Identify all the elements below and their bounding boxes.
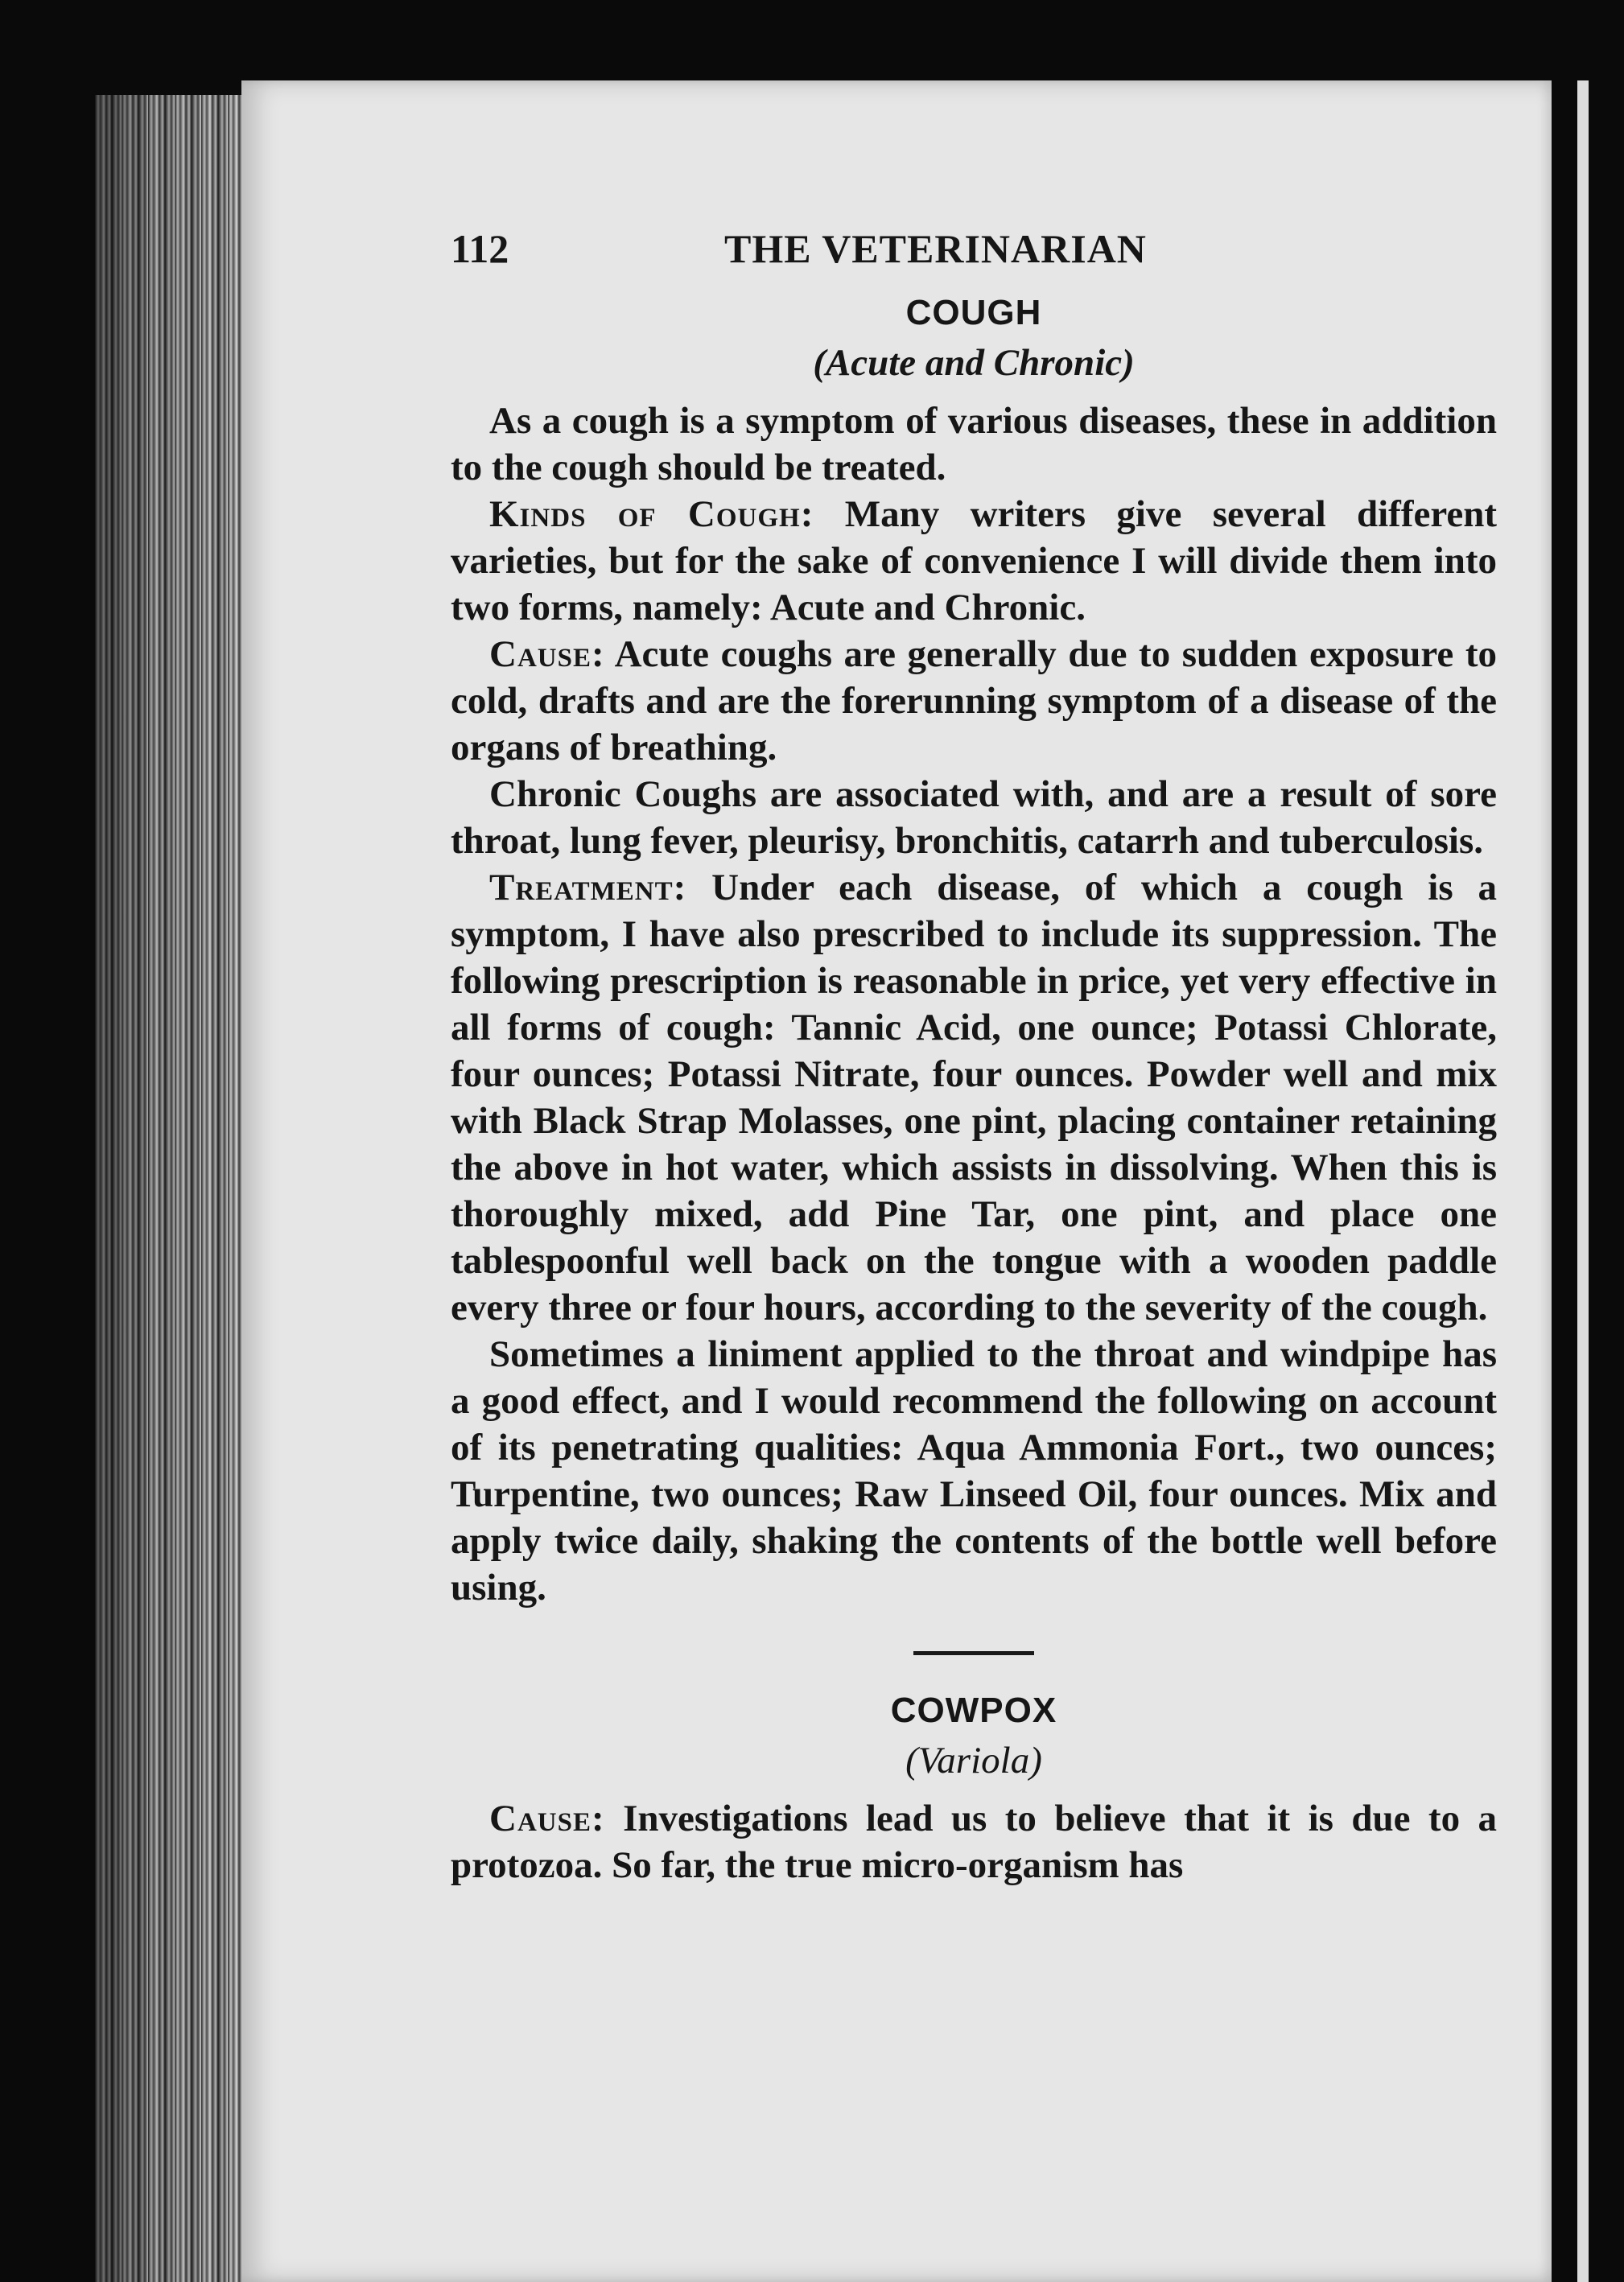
chronic-text: Chronic Coughs are associated with, and are a result of sore throat, lung fever, pleurisy, bronchitis, catarrh and tuberculosis.: [451, 773, 1497, 862]
cowpox-subtitle: (Variola): [905, 1740, 1042, 1782]
treatment-lead: Treatment:: [489, 867, 687, 908]
cowpox-title: COWPOX: [890, 1691, 1057, 1730]
cough-intro-text: As a cough is a symptom of various diseases, these in addition to the cough should be treated.: [451, 400, 1497, 488]
section-divider: [913, 1651, 1034, 1655]
cause-paragraph: [451, 631, 1497, 771]
treatment-text: Under each disease, of which a cough is a symptom, I have also prescribed to include its suppression. The following prescription is reasonable in price, yet very effective in all forms of cough: Tannic Acid, one ounce; Potassi Chlorate, four ounces; Potassi Nitrate, four ounces. Powder well and mix with Black Strap Molasses, one pint, placing container retaining the above in hot water, which assists in dissolving. When this is thoroughly mixed, add Pine Tar, one pint, and place one tablespoonful well back on the tongue with a wooden paddle every three or four hours, according to the severity of the cough.: [451, 867, 1498, 1328]
running-title: THE VETERINARIAN: [724, 226, 1147, 271]
cause-text: Acute coughs are generally due to sudden exposure to cold, drafts and are the forerunning symptom of a disease of the organs of breathing.: [451, 633, 1497, 768]
liniment-text: Sometimes a liniment applied to the throat and windpipe has a good effect, and I would recommend the following on account of its penetrating qualities: Aqua Ammonia Fort., two ounces; Turpentine, two ounces; Raw Linseed Oil, four ounces. Mix and apply twice daily, shaking the contents of the bottle well before using.: [451, 1333, 1497, 1609]
page-header: [451, 225, 1497, 282]
page-text: [451, 225, 1497, 1889]
kinds-lead: Kinds of Cough:: [489, 493, 814, 535]
cough-subtitle: (Acute and Chronic): [813, 342, 1135, 384]
cause-lead: Cause:: [489, 633, 605, 675]
liniment-paragraph: [451, 1331, 1497, 1611]
kinds-text: Many writers give several different varieties, but for the sake of convenience I will divide them into two forms, namely: Acute and Chronic.: [451, 493, 1497, 628]
cowpox-cause-lead: Cause:: [489, 1798, 605, 1839]
cough-title: COUGH: [905, 293, 1042, 332]
cough-intro-paragraph: [451, 397, 1497, 491]
page-number: 112: [451, 226, 509, 271]
chronic-paragraph: [451, 771, 1497, 864]
binding-shadow: [95, 95, 256, 2282]
cowpox-cause-paragraph: [451, 1795, 1497, 1889]
cowpox-cause-text: Investigations lead us to believe that it is due to a protozoa. So far, the true micro-organism has: [451, 1798, 1498, 1886]
page-right-edge: [1577, 80, 1589, 2282]
treatment-paragraph: [451, 864, 1497, 1331]
kinds-paragraph: [451, 491, 1497, 631]
